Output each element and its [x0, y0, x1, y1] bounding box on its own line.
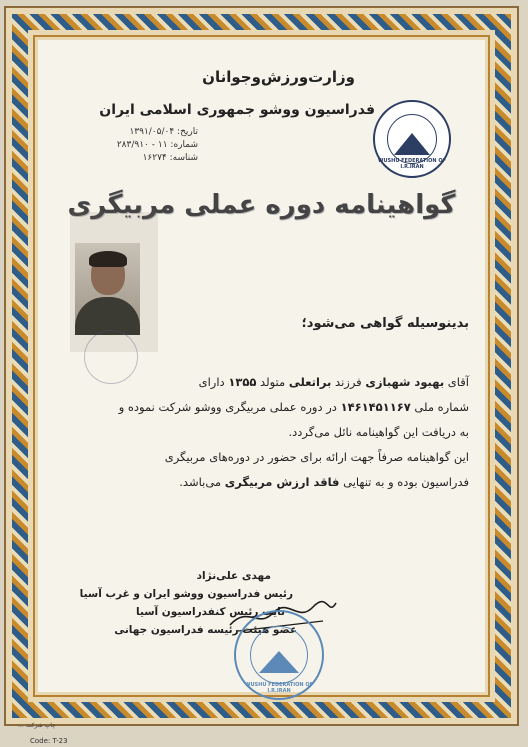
text-born: متولد [260, 375, 286, 389]
body-line-2 [59, 395, 469, 420]
body-line-5 [59, 470, 469, 495]
official-stamp-icon [234, 610, 324, 700]
certificate-frame [4, 6, 519, 729]
signatory-role-1: رئیس فدراسیون ووشو ایران و غرب آسیا [79, 588, 293, 600]
certificate-body [59, 370, 469, 495]
text-is: می‌باشد. [179, 475, 222, 489]
holder-photo [75, 243, 140, 335]
meta-number: شماره: ۱۱ - ۲۸۳/۹۱۰ [116, 140, 198, 150]
stamp-inner [250, 626, 308, 684]
form-code: Code: T-23 [30, 737, 68, 745]
federation-emblem-icon [373, 100, 451, 178]
text-national-id-label: شماره ملی [414, 400, 469, 414]
emblem-caption: WUSHU FEDERATION OF I.R.IRAN [377, 158, 446, 170]
stamp-caption: WUSHU FEDERATION OF I.R.IRAN [244, 682, 313, 694]
meta-date: تاریخ: ۱۳۹۱/۰۵/۰۴ [129, 127, 198, 137]
text-mr: آقای [447, 375, 469, 389]
photo-hair [89, 251, 127, 267]
body-line-1 [59, 370, 469, 395]
stamp-mountain-icon [259, 651, 299, 673]
text-holding: دارای [198, 375, 225, 389]
father-name: براتعلی [288, 375, 332, 389]
text-no-coaching-value: فاقد ارزش مربیگری [224, 475, 340, 489]
ministry-heading: وزارت‌ورزش‌وجوانان [202, 68, 355, 86]
body-line-4: این گواهینامه صرفاً جهت ارائه برای حضور در دوره‌های مربیگری [164, 450, 469, 464]
signatory-role-3: عضو هیئت رئیسه فدراسیون جهانی [114, 624, 297, 636]
certificate-title: گواهینامه دوره عملی مربیگری [67, 190, 456, 220]
document-meta [78, 126, 198, 165]
signatory-role-2: نایب رئیس کنفدراسیون آسیا [136, 606, 285, 618]
national-id: ۱۴۶۱۴۵۱۱۶۷ [340, 400, 411, 414]
greeting: بدینوسیله گواهی می‌شود؛ [301, 316, 469, 331]
mountain-icon [394, 133, 430, 155]
body-line-3: به دریافت این گواهینامه نائل می‌گردد. [288, 425, 469, 439]
certificate-paper [38, 40, 485, 692]
holder-name: بهبود شهبازی [365, 375, 445, 389]
meta-id: شناسه: ۱۶۲۷۴ [142, 153, 198, 163]
printer-note: چاپ شرکت ... [18, 722, 56, 729]
birth-year: ۱۳۵۵ [228, 375, 257, 389]
federation-heading: فدراسیون ووشو جمهوری اسلامی ایران [99, 102, 375, 118]
text-federation-alone: فدراسیون بوده و به تنهایی [343, 475, 469, 489]
text-participated: در دوره عملی مربیگری ووشو شرکت نموده و [118, 400, 337, 414]
signatory-name: مهدی علی‌نژاد [196, 570, 271, 582]
text-child-of: فرزند [335, 375, 362, 389]
emblem-inner [387, 114, 437, 164]
